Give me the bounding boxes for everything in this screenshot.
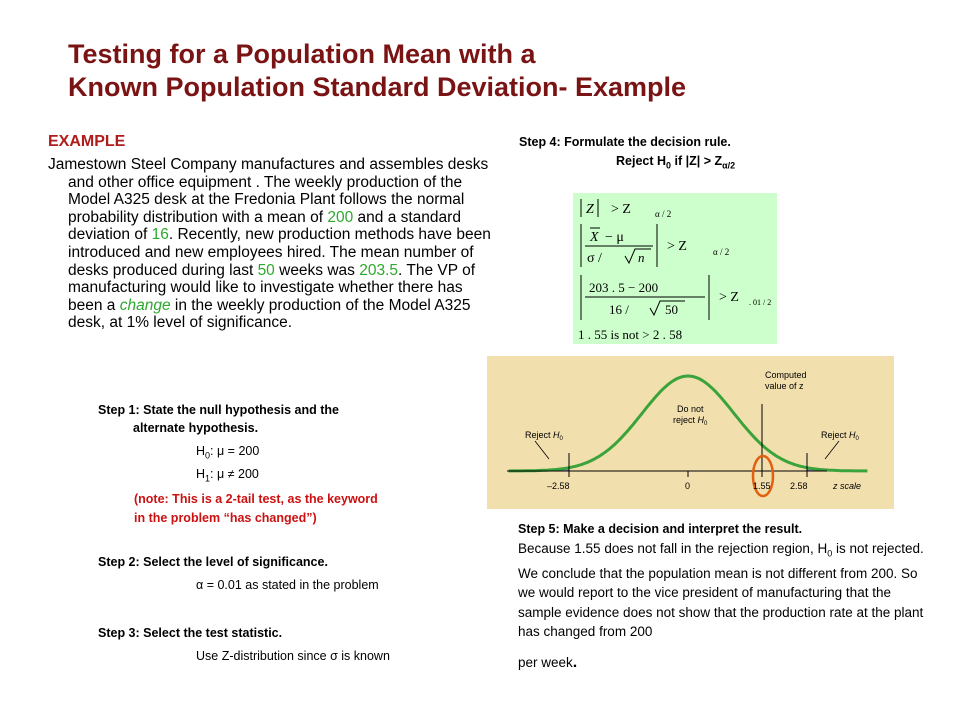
example-t4: weeks was bbox=[274, 261, 360, 279]
f3-n: 50 bbox=[665, 302, 678, 317]
tick-label-neg258: –2.58 bbox=[547, 481, 570, 491]
step4-label: Step 4: Formulate the decision rule. bbox=[519, 135, 731, 149]
f3-gt: > Z bbox=[719, 290, 739, 305]
tick-label-258: 2.58 bbox=[790, 481, 808, 491]
page-title bbox=[68, 38, 908, 104]
title-line-2: Known Population Standard Deviation- Example bbox=[68, 72, 687, 102]
reject-left-pointer bbox=[535, 441, 549, 459]
step3-value: Use Z-distribution since σ is known bbox=[196, 649, 390, 663]
step1-label bbox=[98, 401, 339, 437]
step5-block bbox=[518, 520, 938, 672]
step2-value: α = 0.01 as stated in the problem bbox=[196, 578, 379, 592]
step5-body: Because 1.55 does not fall in the rejection region, $H_0$ is not rejected. We conclude that the population mean is not different from 200. So we would report to the vice president of manufacturing that the sample evidence does not show that the production rate at the plant has changed from 200 bbox=[518, 541, 924, 639]
computed-label-1: Computed bbox=[765, 370, 807, 380]
tick-label-0: 0 bbox=[685, 481, 691, 491]
example-sd: 16 bbox=[151, 226, 169, 244]
step1-h1: $H_1$: μ ≠ 200 bbox=[196, 467, 259, 484]
computed-label-2: value of z bbox=[765, 381, 804, 391]
do-not-label: Do not bbox=[677, 404, 704, 414]
axis-label: z scale bbox=[833, 481, 862, 491]
step4-block bbox=[519, 133, 735, 176]
f4-conclusion: 1 . 55 is not > 2 . 58 bbox=[578, 327, 683, 342]
f2-n: n bbox=[638, 250, 645, 265]
example-xbar: 203.5 bbox=[359, 261, 399, 279]
tick-label-155: 1.55 bbox=[753, 481, 771, 491]
formula-svg bbox=[573, 193, 777, 344]
normal-curve-figure bbox=[487, 356, 894, 509]
do-not-reject-label: reject $H_0$ bbox=[673, 415, 708, 427]
reject-right-pointer bbox=[825, 441, 839, 459]
f3-den: 16 / bbox=[609, 302, 629, 317]
step5-label: Step 5: Make a decision and interpret the result. bbox=[518, 522, 803, 536]
step1-note-line2: in the problem “has changed”) bbox=[134, 511, 317, 525]
reject-left-label: Reject $H_0$ bbox=[525, 430, 563, 442]
example-t6: in the weekly production of the Model A325 desk, at 1% level of significance. bbox=[68, 296, 471, 332]
f2-gt: > Z bbox=[667, 239, 687, 254]
f1-gt: > Z bbox=[611, 202, 631, 217]
f1-sub: α / 2 bbox=[655, 209, 672, 219]
example-n: 50 bbox=[257, 261, 275, 279]
f1-z: Z bbox=[586, 202, 594, 217]
step1-note-line1: (note: This is a 2-tail test, as the keyword bbox=[134, 492, 378, 506]
step2-label: Step 2: Select the level of significance. bbox=[98, 555, 328, 569]
example-text bbox=[48, 156, 496, 332]
step3-label: Step 3: Select the test statistic. bbox=[98, 626, 283, 640]
formula-box bbox=[573, 193, 777, 344]
step1-label-line2: alternate hypothesis. bbox=[133, 421, 259, 435]
curve-svg bbox=[487, 356, 894, 509]
step4-rule: Reject $H_0$ if $|Z| > Z_{\alpha/2}$ bbox=[616, 154, 736, 171]
example-t2: and a standard deviation of bbox=[68, 208, 461, 244]
example-t3: . Recently, new production methods have been introduced and new employees hired. The mean number of desks produced during last bbox=[68, 226, 491, 279]
title-line-1: Testing for a Population Mean with a bbox=[68, 39, 536, 69]
f2-xbar: X bbox=[590, 230, 599, 245]
reject-right-label: Reject $H_0$ bbox=[821, 430, 859, 442]
f2-minus-mu: − μ bbox=[605, 230, 624, 245]
f2-den: σ / bbox=[587, 251, 602, 266]
step1-note bbox=[134, 490, 378, 528]
example-mean: 200 bbox=[327, 208, 354, 226]
step5-end: per week. bbox=[518, 653, 578, 671]
step1-label-line1: Step 1: State the null hypothesis and the bbox=[98, 403, 340, 417]
f3-num: 203 . 5 − 200 bbox=[589, 280, 659, 295]
example-t5: . The VP of manufacturing would like to investigate whether there has been a bbox=[68, 261, 476, 314]
f2-sub: α / 2 bbox=[713, 247, 730, 257]
example-heading: EXAMPLE bbox=[48, 133, 126, 150]
example-change: change bbox=[119, 296, 171, 314]
f3-sub: . 01 / 2 bbox=[749, 298, 772, 307]
step1-h0: $H_0$: μ = 200 bbox=[196, 444, 260, 461]
example-t1: Jamestown Steel Company manufactures and assembles desks and other office equipment . The weekly production of the Model A325 desk at the Fredonia Plant follows the normal probability distribution with a mean of bbox=[48, 156, 489, 226]
